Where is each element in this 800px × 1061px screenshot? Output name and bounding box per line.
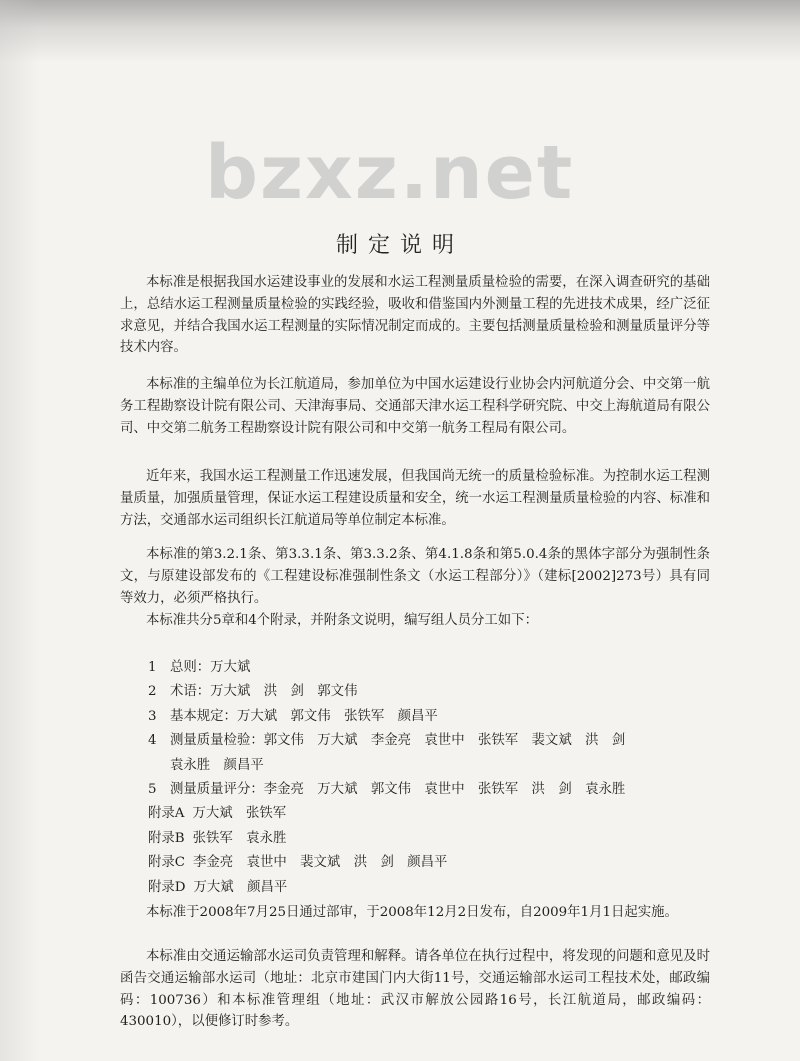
paragraph-structure: 本标准共分5章和4个附录，并附条文说明，编写组人员分工如下： <box>146 613 538 628</box>
roster-row: 附录C 李金亮 袁世中 裴文斌 洪 剑 颜昌平 <box>148 855 448 871</box>
scan-edge-shadow-left <box>0 0 40 1061</box>
roster-row: 4 测量质量检验：郭文伟 万大斌 李金亮 袁世中 张铁军 裴文斌 洪 剑 <box>148 733 626 749</box>
roster-row: 袁永胜 颜昌平 <box>170 757 264 773</box>
paragraph-units: 本标准的主编单位为长江航道局，参加单位为中国水运建设行业协会内河航道分会、中交第一航务工程勘察设计院有限公司、天津海事局、交通部天津水运工程科学研究院、中交上海航道局有限公司、中交第二航务工程勘察设计院有限公司和中交第一航务工程局有限公司。 <box>120 377 710 436</box>
paragraph-background: 本标准是根据我国水运建设事业的发展和水运工程测量质量检验的需要，在深入调查研究的基础上，总结水运工程测量质量检验的实践经验，吸收和借鉴国内外测量工程的先进技术成果，经广泛征求意见，并结合我国水运工程测量的实际情况制定而成的。主要包括测量质量检验和测量质量评分等技术内容。 <box>120 275 710 356</box>
roster-row: 5 测量质量评分：李金亮 万大斌 郭文伟 袁世中 张铁军 洪 剑 袁永胜 <box>148 782 626 798</box>
roster-row: 2 术语：万大斌 洪 剑 郭文伟 <box>148 684 358 700</box>
page-title: 制定说明 <box>335 233 464 258</box>
paragraph-mandatory: 本标准的第3.2.1条、第3.3.1条、第3.3.2条、第4.1.8条和第5.0.4条的黑体字部分为强制性条文，与原建设部发布的《工程建设标准强制性条文（水运工程部分）》（建标[2002]273号）具有同等效力，必须严格执行。 <box>120 547 710 606</box>
scan-edge-shadow <box>0 0 800 62</box>
paragraph-purpose: 近年来，我国水运工程测量工作迅速发展，但我国尚无统一的质量检验标准。为控制水运工程测量质量，加强质量管理，保证水运工程建设质量和安全，统一水运工程测量质量检验的内容、标准和方法，交通部水运司组织长江航道局等单位制定本标准。 <box>120 469 710 528</box>
roster-row: 附录B 张铁军 袁永胜 <box>148 830 287 846</box>
watermark: bzxz.net <box>205 130 575 216</box>
roster-row: 1 总则：万大斌 <box>148 660 251 675</box>
author-roster <box>148 656 718 900</box>
paragraph-effective-date: 本标准于2008年7月25日通过部审，于2008年12月2日发布，自2009年1月1日起实施。 <box>146 905 678 920</box>
roster-row: 3 基本规定：万大斌 郭文伟 张铁军 颜昌平 <box>148 708 438 724</box>
roster-row: 附录D 万大斌 颜昌平 <box>148 879 288 895</box>
roster-row: 附录A 万大斌 张铁军 <box>148 806 287 822</box>
paragraph-administration: 本标准由交通运输部水运司负责管理和解释。请各单位在执行过程中，将发现的问题和意见及时函告交通运输部水运司（地址：北京市建国门内大街11号，交通运输部水运司工程技术处，邮政编码：100736）和本标准管理组（地址：武汉市解放公园路16号，长江航道局，邮政编码：430010），以便修订时参考。 <box>120 949 710 1030</box>
